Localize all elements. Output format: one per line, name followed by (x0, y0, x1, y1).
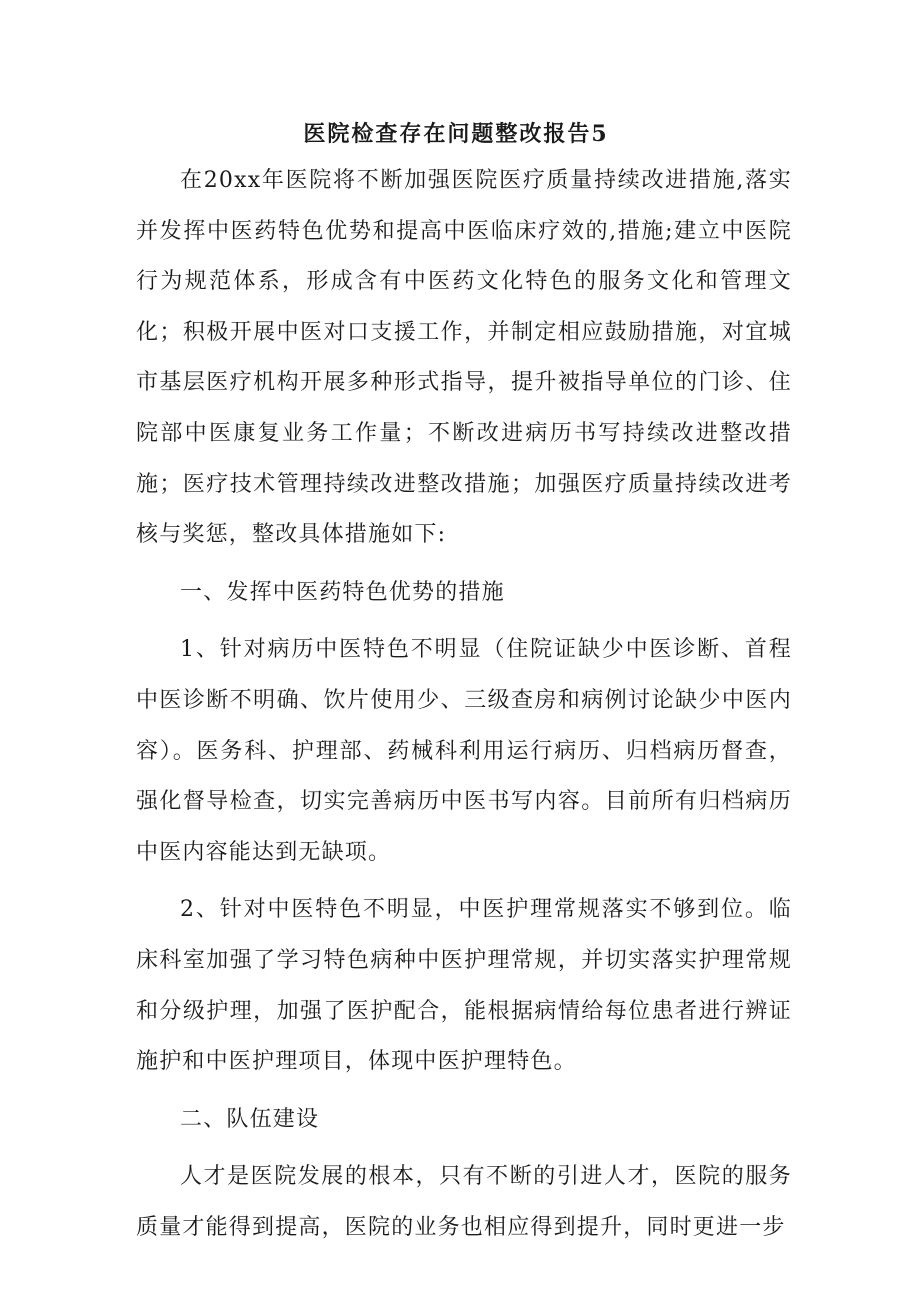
paragraph-item-1: 1、针对病历中医特色不明显（住院证缺少中医诊断、首程中医诊断不明确、饮片使用少、三级查房和病例讨论缺少中医内容）。医务科、护理部、药械科利用运行病历、归档病历督查，强化督导检查，切实完善病历中医书写内容。目前所有归档病历中医内容能达到无缺项。 (136, 637, 792, 865)
section-heading-2: 二、队伍建设 (180, 1106, 320, 1132)
paragraph-intro: 在20xx年医院将不断加强医院医疗质量持续改进措施,落实并发挥中医药特色优势和提高中医临床疗效的,措施;建立中医院行为规范体系，形成含有中医药文化特色的服务文化和管理文化；积极开展中医对口支援工作，并制定相应鼓励措施，对宜城市基层医疗机构开展多种形式指导，提升被指导单位的门诊、住院部中医康复业务工作量；不断改进病历书写持续改进整改措施；医疗技术管理持续改进整改措施；加强医疗质量持续改进考核与奖惩，整改具体措施如下: (136, 168, 792, 548)
paragraph-item-2: 2、针对中医特色不明显，中医护理常规落实不够到位。临床科室加强了学习特色病种中医护理常规，并切实落实护理常规和分级护理，加强了医护配合，能根据病情给每位患者进行辨证施护和中医护理项目，体现中医护理特色。 (136, 897, 792, 1075)
document-title: 医院检查存在问题整改报告5 (303, 121, 609, 147)
section-heading-1: 一、发挥中医药特色优势的措施 (180, 579, 505, 605)
paragraph-team: 人才是医院发展的根本，只有不断的引进人才，医院的服务质量才能得到提高，医院的业务也相应得到提升，同时更进一步 (136, 1164, 792, 1240)
